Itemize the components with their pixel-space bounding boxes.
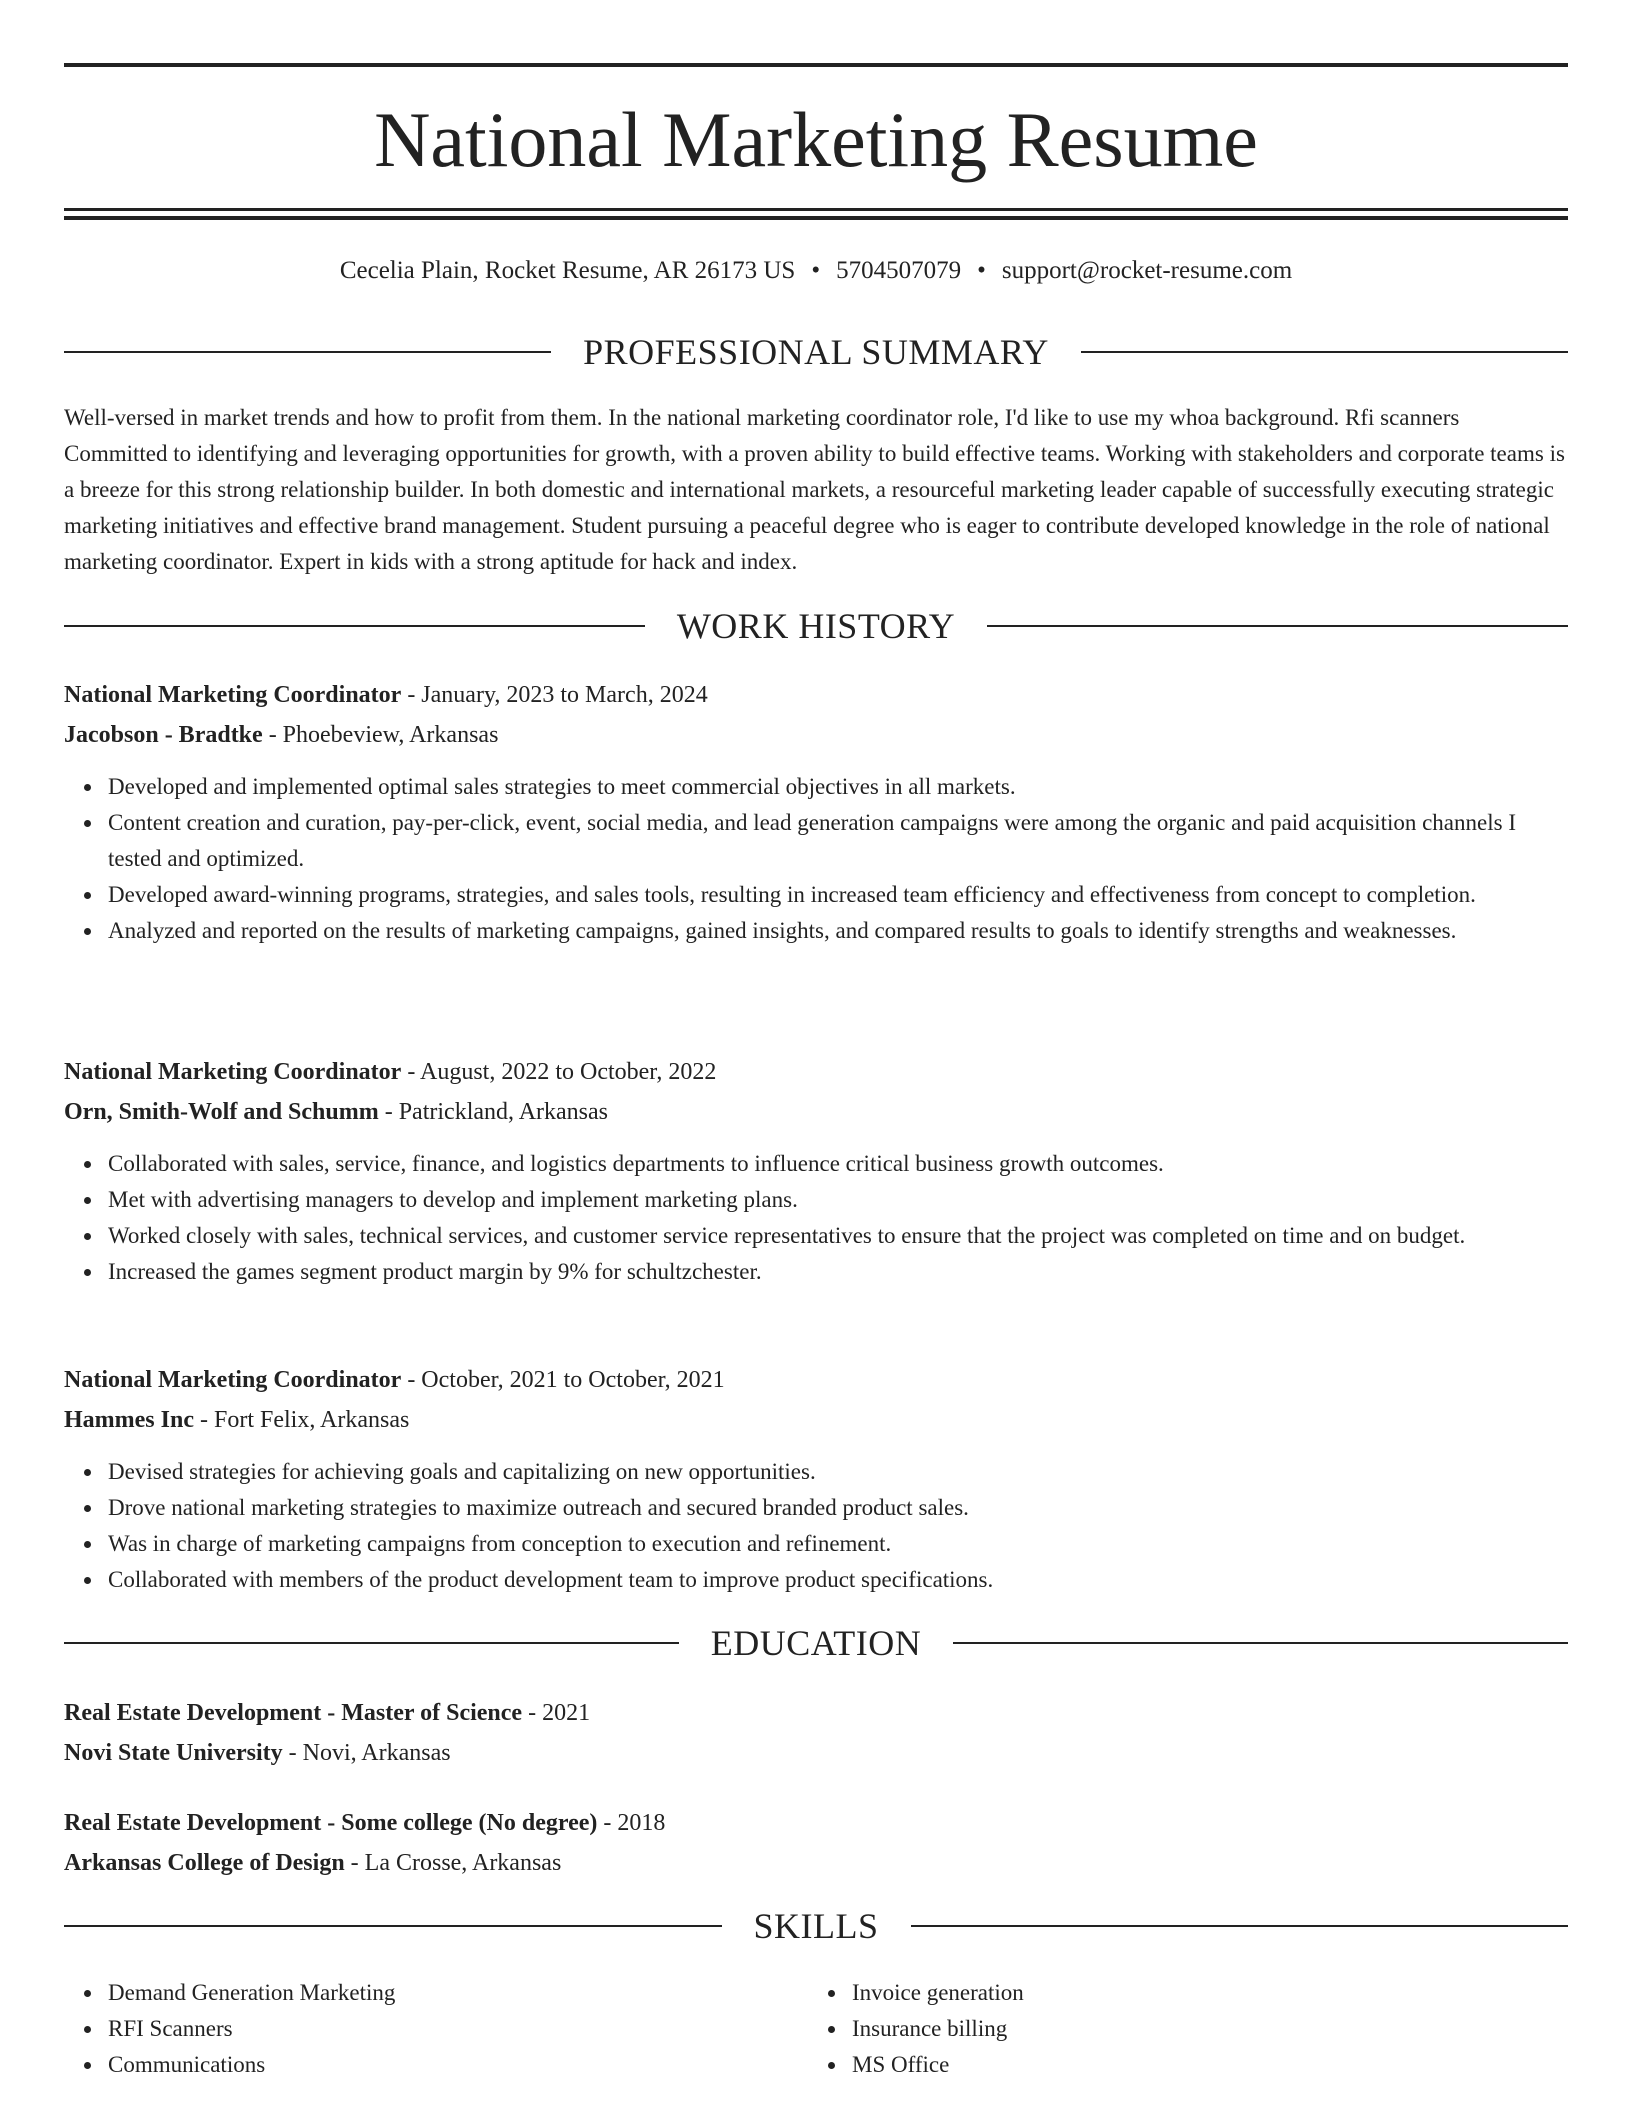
job-company: Orn, Smith-Wolf and Schumm bbox=[64, 1099, 379, 1125]
contact-address: Cecelia Plain, Rocket Resume, AR 26173 US bbox=[339, 257, 796, 284]
contact-email: support@rocket-resume.com bbox=[1001, 257, 1293, 284]
contact-phone: 5704507079 bbox=[836, 257, 962, 284]
job-company: Hammes Inc bbox=[64, 1407, 194, 1433]
job-title-row bbox=[64, 1360, 1568, 1400]
contact-separator: • bbox=[977, 257, 986, 284]
list-item: Met with advertising managers to develop and implement marketing plans. bbox=[108, 1182, 1568, 1218]
skill-item: Insurance billing bbox=[852, 2011, 1568, 2047]
job-company: Jacobson - Bradtke bbox=[64, 722, 263, 748]
list-item: Developed and implemented optimal sales strategies to meet commercial objectives in all markets. bbox=[108, 769, 1568, 805]
list-item: Was in charge of marketing campaigns from conception to execution and refinement. bbox=[108, 1526, 1568, 1562]
job-title-row bbox=[64, 675, 1568, 715]
skill-item: Communications bbox=[108, 2047, 808, 2083]
resume-title: National Marketing Resume bbox=[374, 96, 1258, 183]
skills-list-left bbox=[64, 1975, 808, 2083]
section-rule-left bbox=[64, 625, 645, 627]
contact-separator: • bbox=[811, 257, 821, 284]
job-dates: - October, 2021 to October, 2021 bbox=[401, 1367, 725, 1393]
job-dates: - August, 2022 to October, 2022 bbox=[401, 1059, 717, 1085]
job-entry bbox=[64, 675, 1568, 755]
skill-item: MS Office bbox=[852, 2047, 1568, 2083]
job-location: - Fort Felix, Arkansas bbox=[193, 1407, 410, 1433]
list-item: Worked closely with sales, technical services, and customer service representatives to ensure that the project was completed on time and on budget. bbox=[108, 1218, 1568, 1254]
job-bullets bbox=[64, 1454, 1568, 1598]
job-entry bbox=[64, 1360, 1568, 1440]
section-rule-left bbox=[64, 1925, 722, 1927]
skills-list-right bbox=[808, 1975, 1568, 2083]
section-rule-right bbox=[953, 1642, 1568, 1644]
skill-item: Demand Generation Marketing bbox=[108, 1975, 808, 2011]
contact-line bbox=[64, 253, 1568, 289]
section-rule-right bbox=[1081, 351, 1568, 353]
title-bottom-rule bbox=[64, 208, 1568, 211]
list-item: Increased the games segment product margin by 9% for schultzchester. bbox=[108, 1254, 1568, 1290]
list-item: Collaborated with sales, service, finance, and logistics departments to influence critical business growth outcomes. bbox=[108, 1146, 1568, 1182]
list-item: Content creation and curation, pay-per-click, event, social media, and lead generation campaigns were among the organic and paid acquisition channels I tested and optimized. bbox=[108, 805, 1568, 877]
job-title: National Marketing Coordinator bbox=[64, 682, 402, 708]
job-company-row bbox=[64, 1092, 1568, 1132]
list-item: Drove national marketing strategies to maximize outreach and secured branded product sales. bbox=[108, 1490, 1568, 1526]
skill-item: RFI Scanners bbox=[108, 2011, 808, 2047]
education-year: - 2018 bbox=[597, 1810, 666, 1836]
list-item: Analyzed and reported on the results of marketing campaigns, gained insights, and compared results to goals to identify strengths and weaknesses. bbox=[108, 913, 1568, 949]
section-heading-work bbox=[64, 604, 1568, 648]
job-title: National Marketing Coordinator bbox=[64, 1367, 402, 1393]
education-school: Arkansas College of Design bbox=[64, 1850, 345, 1876]
section-heading-education bbox=[64, 1621, 1568, 1665]
section-title: SKILLS bbox=[753, 1906, 879, 1946]
list-item: Collaborated with members of the product development team to improve product specifications. bbox=[108, 1562, 1568, 1598]
list-item: Devised strategies for achieving goals and capitalizing on new opportunities. bbox=[108, 1454, 1568, 1490]
section-rule-right bbox=[911, 1925, 1569, 1927]
job-company-row bbox=[64, 715, 1568, 755]
education-location: - Novi, Arkansas bbox=[282, 1740, 451, 1766]
education-degree: Real Estate Development - Some college (No degree) bbox=[64, 1810, 598, 1836]
section-title: WORK HISTORY bbox=[676, 606, 956, 646]
summary-paragraph: Well-versed in market trends and how to profit from them. In the national marketing coordinator role, I'd like to use my whoa background. Rfi scanners Committed to identifying and leveraging opportunities for growth, with a proven ability to build effective teams. Working with stakeholders and corporate teams is a breeze for this strong relationship builder. In both domestic and international markets, a resourceful marketing leader capable of successfully executing strategic marketing initiatives and effective brand management. Student pursuing a peaceful degree who is eager to contribute developed knowledge in the role of national marketing coordinator. Expert in kids with a strong aptitude for hack and index. bbox=[64, 405, 1565, 574]
education-year: - 2021 bbox=[522, 1700, 591, 1726]
list-item: Developed award-winning programs, strategies, and sales tools, resulting in increased team efficiency and effectiveness from concept to completion. bbox=[108, 877, 1568, 913]
education-entry bbox=[64, 1693, 1568, 1773]
education-degree: Real Estate Development - Master of Science bbox=[64, 1700, 523, 1726]
section-rule-left bbox=[64, 1642, 679, 1644]
title-bottom-rule-double bbox=[64, 216, 1568, 220]
section-rule-left bbox=[64, 351, 551, 353]
job-location: - Patrickland, Arkansas bbox=[378, 1099, 608, 1125]
job-title-row bbox=[64, 1052, 1568, 1092]
job-entry bbox=[64, 1052, 1568, 1132]
education-school: Novi State University bbox=[64, 1740, 283, 1766]
job-bullets bbox=[64, 1146, 1568, 1290]
section-heading-summary bbox=[64, 330, 1568, 374]
section-title: PROFESSIONAL SUMMARY bbox=[583, 332, 1049, 372]
section-heading-skills bbox=[64, 1904, 1568, 1948]
job-title: National Marketing Coordinator bbox=[64, 1059, 402, 1085]
job-dates: - January, 2023 to March, 2024 bbox=[401, 682, 708, 708]
education-location: - La Crosse, Arkansas bbox=[344, 1850, 562, 1876]
job-company-row bbox=[64, 1400, 1568, 1440]
education-degree-row bbox=[64, 1693, 1568, 1733]
section-rule-right bbox=[987, 625, 1568, 627]
education-school-row bbox=[64, 1843, 1568, 1883]
education-degree-row bbox=[64, 1803, 1568, 1843]
section-title: EDUCATION bbox=[710, 1623, 922, 1663]
job-bullets bbox=[64, 769, 1568, 949]
education-school-row bbox=[64, 1733, 1568, 1773]
title-top-rule bbox=[64, 63, 1568, 67]
education-entry bbox=[64, 1803, 1568, 1883]
skill-item: Invoice generation bbox=[852, 1975, 1568, 2011]
job-location: - Phoebeview, Arkansas bbox=[262, 722, 499, 748]
